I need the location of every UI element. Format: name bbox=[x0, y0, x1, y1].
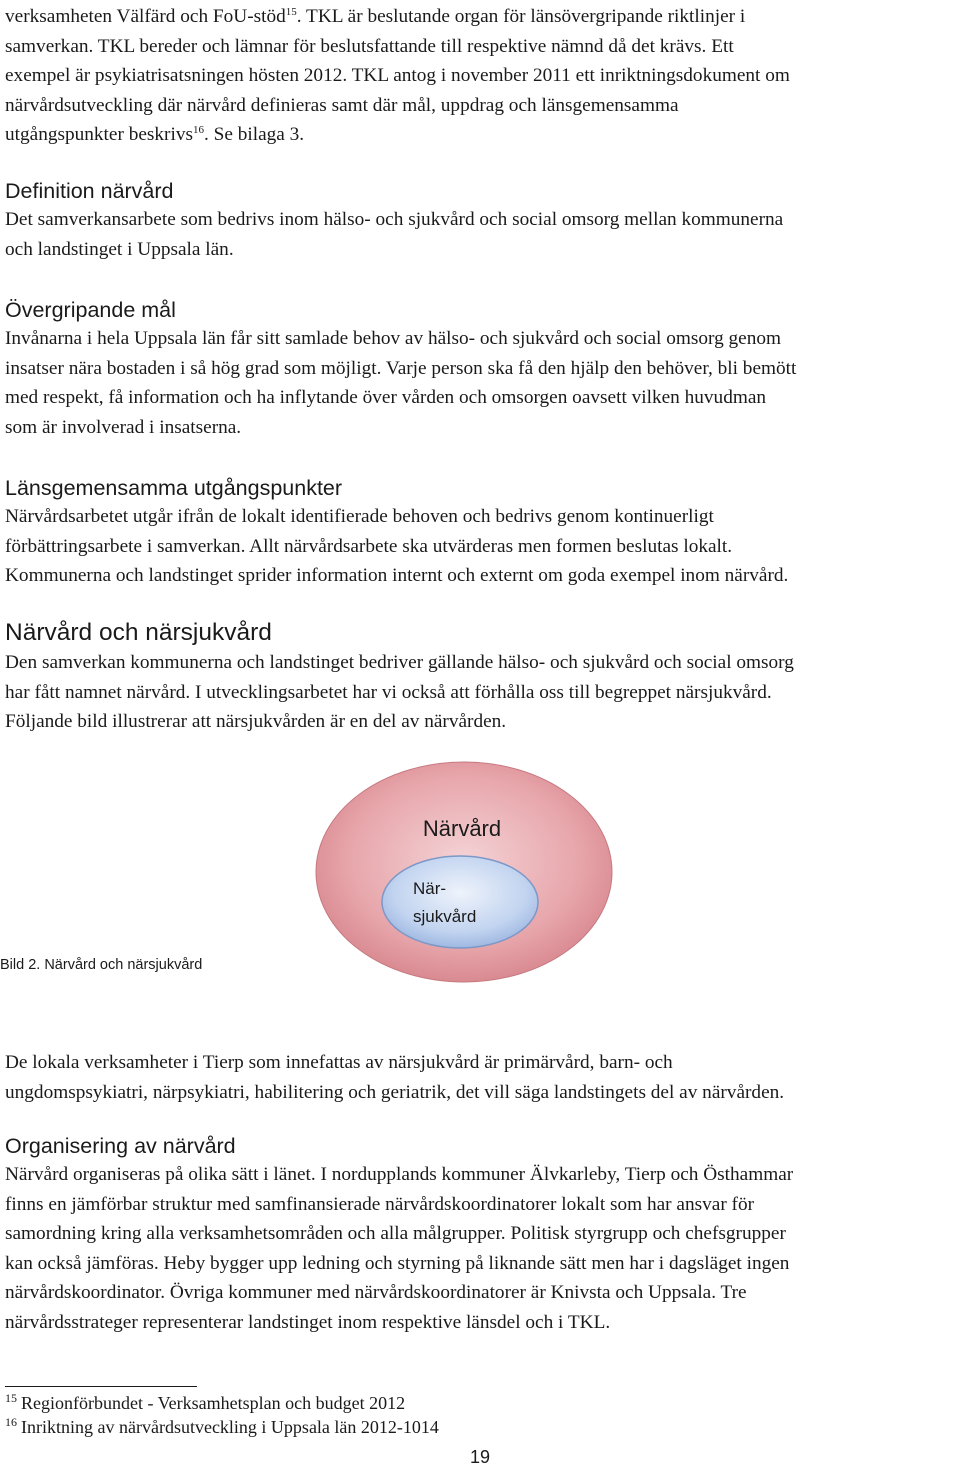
figure-caption: Bild 2. Närvård och närsjukvård bbox=[0, 957, 203, 973]
definition-line-1: Det samverkansarbete som bedrivs inom hälso- och sjukvård och social omsorg mellan kommunerna bbox=[5, 209, 784, 230]
page-number: 19 bbox=[469, 1447, 491, 1467]
footnote-16-number: 16 bbox=[5, 1415, 17, 1429]
starting-points-heading: Länsgemensamma utgångspunkter bbox=[5, 476, 343, 500]
footnote-ref-15[interactable]: 15 bbox=[285, 6, 297, 18]
starting-points-line-3: Kommunerna och landstinget sprider information internt och externt om goda exempel inom närvård. bbox=[5, 565, 789, 586]
narvard-line-3: Följande bild illustrerar att närsjukvården är en del av närvården. bbox=[5, 711, 507, 732]
intro-line-5-rest: . Se bilaga 3. bbox=[203, 124, 305, 145]
footnote-16-text: Inriktning av närvårdsutveckling i Uppsala län 2012-1014 bbox=[21, 1417, 439, 1437]
definition-line-2: och landstinget i Uppsala län. bbox=[5, 238, 234, 260]
footnote-divider bbox=[5, 1386, 197, 1387]
narvard-diagram bbox=[0, 760, 960, 985]
intro-line-1-text: verksamheten Välfärd och FoU-stöd bbox=[5, 6, 286, 27]
narvard-section bbox=[5, 618, 957, 737]
footnote-16 bbox=[5, 1416, 439, 1438]
goal-line-1: Invånarna i hela Uppsala län får sitt samlade behov av hälso- och sjukvård och social omsorg genom bbox=[5, 328, 782, 349]
goal-heading: Övergripande mål bbox=[5, 298, 176, 322]
intro-line-5-text: utgångspunkter beskrivs bbox=[5, 124, 193, 145]
narsjukvard-inner-circle bbox=[382, 856, 538, 948]
intro-line-1-rest: . TKL är beslutande organ för länsövergripande riktlinjer i bbox=[296, 6, 746, 27]
definition-section bbox=[5, 177, 957, 264]
footnote-15-number: 15 bbox=[5, 1391, 17, 1405]
intro-line-5 bbox=[5, 120, 957, 150]
organisation-line-5: närvårdskoordinator. Övriga kommuner med närvårdskoordinatorer är Knivsta och Uppsala. Tre bbox=[5, 1282, 747, 1303]
goal-line-3: med respekt, få information och ha inflytande över vården och omsorgen oavsett vilken huvudman bbox=[5, 387, 767, 408]
tierp-line-1: De lokala verksamheter i Tierp som innefattas av närsjukvård är primärvård, barn- och bbox=[5, 1052, 673, 1073]
starting-points-section bbox=[5, 474, 957, 591]
intro-line-3: exempel är psykiatrisatsningen hösten 2012. TKL antog i november 2011 ett inriktningsdokument om bbox=[5, 65, 790, 86]
footnote-15-text: Regionförbundet - Verksamhetsplan och budget 2012 bbox=[21, 1393, 406, 1413]
narvard-outer-label: Närvård bbox=[422, 816, 502, 841]
starting-points-line-2: förbättringsarbete i samverkan. Allt närvårdsarbete ska utvärderas men formen beslutas lokalt. bbox=[5, 535, 733, 557]
footnote-ref-16[interactable]: 16 bbox=[192, 124, 204, 136]
organisation-section bbox=[5, 1132, 957, 1337]
narsjukvard-label-1: När- bbox=[413, 879, 447, 898]
narvard-line-1: Den samverkan kommunerna och landstinget bedriver gällande hälso- och sjukvård och social omsorg bbox=[5, 652, 794, 673]
definition-heading: Definition närvård bbox=[5, 179, 174, 203]
goal-section bbox=[5, 296, 957, 442]
intro-line-1 bbox=[5, 2, 957, 32]
tierp-paragraph bbox=[5, 1048, 957, 1107]
footnote-15 bbox=[5, 1392, 405, 1414]
goal-line-2: insatser nära bostaden i så hög grad som möjligt. Varje person ska få den hjälp den behöver, bli bemött bbox=[5, 357, 797, 379]
organisation-line-2: finns en jämförbar struktur med samfinansierade närvårdskoordinatorer lokalt som har ansvar för bbox=[5, 1193, 755, 1215]
narvard-line-2: har fått namnet närvård. I utvecklingsarbetet har vi också att förhålla oss till begreppet närsjukvård. bbox=[5, 681, 772, 703]
organisation-line-4: kan också jämföras. Heby bygger upp ledning och styrning på liknande sätt men har i dagsläget ingen bbox=[5, 1252, 790, 1274]
goal-line-4: som är involverad i insatserna. bbox=[5, 416, 242, 438]
intro-line-2: samverkan. TKL bereder och lämnar för beslutsfattande till respektive nämnd då det krävs. Ett bbox=[5, 35, 734, 57]
intro-paragraph bbox=[5, 2, 957, 150]
organisation-line-6: närvårdsstrateger representerar landstinget inom respektive länsdel och i TKL. bbox=[5, 1311, 611, 1333]
narvard-heading: Närvård och närsjukvård bbox=[5, 619, 272, 646]
intro-line-4: närvårdsutveckling där närvård definieras samt där mål, uppdrag och länsgemensamma bbox=[5, 94, 679, 116]
tierp-line-2: ungdomspsykiatri, närpsykiatri, habilitering och geriatrik, det vill säga landstingets del av närvården. bbox=[5, 1081, 785, 1103]
narsjukvard-label-2: sjukvård bbox=[413, 907, 477, 926]
organisation-heading: Organisering av närvård bbox=[5, 1134, 236, 1158]
organisation-line-3: samordning kring alla verksamhetsområden och alla målgrupper. Politisk styrgrupp och chefsgrupper bbox=[5, 1223, 786, 1244]
starting-points-line-1: Närvårdsarbetet utgår ifrån de lokalt identifierade behoven och bedrivs genom kontinuerligt bbox=[5, 506, 714, 527]
organisation-line-1: Närvård organiseras på olika sätt i länet. I nordupplands kommuner Älvkarleby, Tierp och Östhammar bbox=[5, 1164, 794, 1185]
